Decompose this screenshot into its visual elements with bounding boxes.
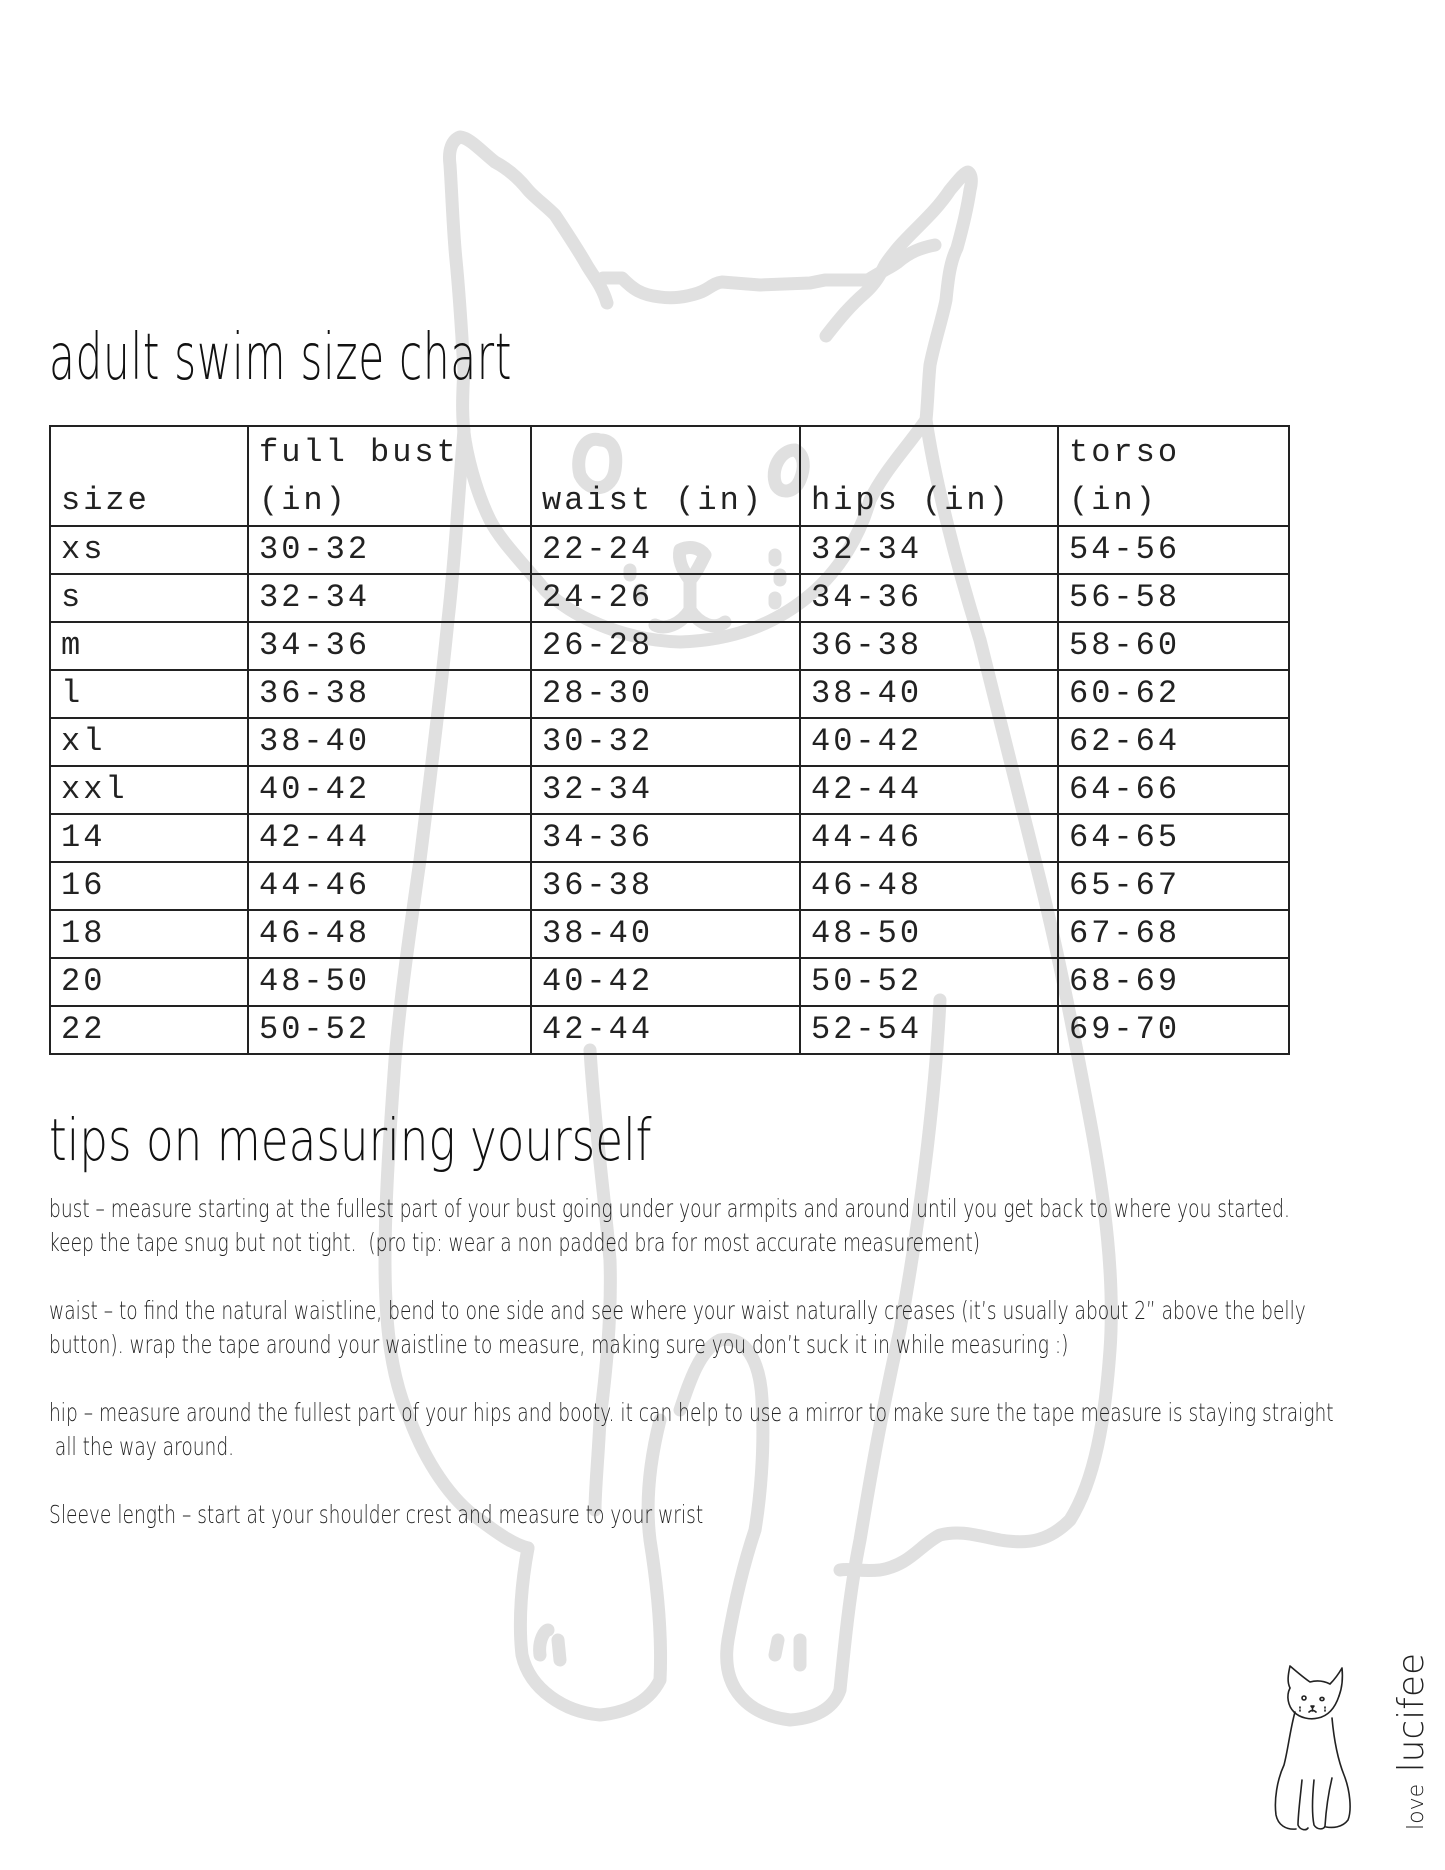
cell-size: l <box>50 670 248 718</box>
cell-hips: 32-34 <box>800 526 1058 574</box>
cell-hips: 46-48 <box>800 862 1058 910</box>
cell-size: 16 <box>50 862 248 910</box>
cell-bust: 36-38 <box>248 670 531 718</box>
cell-waist: 42-44 <box>531 1006 800 1054</box>
cell-torso: 54-56 <box>1058 526 1289 574</box>
cell-hips: 44-46 <box>800 814 1058 862</box>
cell-hips: 38-40 <box>800 670 1058 718</box>
header-torso: torso (in) <box>1058 426 1289 526</box>
tips-heading: tips on measuring yourself <box>49 1106 652 1174</box>
cell-size: xl <box>50 718 248 766</box>
cell-torso: 69-70 <box>1058 1006 1289 1054</box>
header-hips: hips (in) <box>800 426 1058 526</box>
cell-bust: 44-46 <box>248 862 531 910</box>
cell-size: 18 <box>50 910 248 958</box>
cell-size: 14 <box>50 814 248 862</box>
cell-torso: 64-65 <box>1058 814 1289 862</box>
cell-torso: 68-69 <box>1058 958 1289 1006</box>
table-row <box>50 622 1289 670</box>
header-full-bust: full bust (in) <box>248 426 531 526</box>
tip-sleeve: Sleeve length – start at your shoulder crest and measure to your wrist <box>49 1500 704 1529</box>
cell-bust: 48-50 <box>248 958 531 1006</box>
cell-hips: 48-50 <box>800 910 1058 958</box>
cell-torso: 60-62 <box>1058 670 1289 718</box>
page-title: adult swim size chart <box>49 321 513 395</box>
cell-waist: 24-26 <box>531 574 800 622</box>
cell-bust: 32-34 <box>248 574 531 622</box>
tip-waist: waist – to find the natural waistline, bend to one side and see where your waist naturally creases (it’s usually about 2” above the belly button). wrap the tape around your waistline to measure, making sure you don’t suck it in while measuring :) <box>49 1296 1306 1359</box>
cell-bust: 50-52 <box>248 1006 531 1054</box>
cell-hips: 36-38 <box>800 622 1058 670</box>
cell-torso: 62-64 <box>1058 718 1289 766</box>
cell-torso: 56-58 <box>1058 574 1289 622</box>
table-row <box>50 910 1289 958</box>
cell-waist: 28-30 <box>531 670 800 718</box>
cell-hips: 42-44 <box>800 766 1058 814</box>
tips-section <box>49 1192 1390 1566</box>
table-row <box>50 1006 1289 1054</box>
cell-waist: 34-36 <box>531 814 800 862</box>
cell-waist: 36-38 <box>531 862 800 910</box>
header-size: size <box>50 426 248 526</box>
cat-sketch-icon <box>1262 1660 1402 1835</box>
cell-waist: 38-40 <box>531 910 800 958</box>
cell-size: xxl <box>50 766 248 814</box>
cell-size: xs <box>50 526 248 574</box>
cell-bust: 34-36 <box>248 622 531 670</box>
table-header-row <box>50 426 1289 526</box>
brand-logo-text: love lucifee <box>1391 1652 1432 1830</box>
cell-bust: 38-40 <box>248 718 531 766</box>
cell-waist: 40-42 <box>531 958 800 1006</box>
table-row <box>50 814 1289 862</box>
table-row <box>50 862 1289 910</box>
cell-waist: 26-28 <box>531 622 800 670</box>
tip-bust: bust – measure starting at the fullest part of your bust going under your armpits and around until you get back to where you started. keep the tape snug but not tight. (pro tip: wear a non padded bra for most accurate measurement) <box>49 1194 1290 1257</box>
cell-hips: 50-52 <box>800 958 1058 1006</box>
cell-torso: 64-66 <box>1058 766 1289 814</box>
header-waist: waist (in) <box>531 426 800 526</box>
cell-size: m <box>50 622 248 670</box>
table-row <box>50 670 1289 718</box>
cell-waist: 32-34 <box>531 766 800 814</box>
cell-waist: 30-32 <box>531 718 800 766</box>
table-row <box>50 574 1289 622</box>
cell-size: 22 <box>50 1006 248 1054</box>
cell-bust: 40-42 <box>248 766 531 814</box>
table-row <box>50 766 1289 814</box>
cell-bust: 30-32 <box>248 526 531 574</box>
cell-hips: 34-36 <box>800 574 1058 622</box>
cell-bust: 42-44 <box>248 814 531 862</box>
cell-hips: 52-54 <box>800 1006 1058 1054</box>
table-row <box>50 718 1289 766</box>
cell-bust: 46-48 <box>248 910 531 958</box>
cell-torso: 67-68 <box>1058 910 1289 958</box>
cell-size: 20 <box>50 958 248 1006</box>
table-row <box>50 958 1289 1006</box>
size-chart-table <box>49 425 1290 1055</box>
cell-torso: 65-67 <box>1058 862 1289 910</box>
table-row <box>50 526 1289 574</box>
cell-size: s <box>50 574 248 622</box>
cell-torso: 58-60 <box>1058 622 1289 670</box>
cell-waist: 22-24 <box>531 526 800 574</box>
cell-hips: 40-42 <box>800 718 1058 766</box>
tip-hip: hip – measure around the fullest part of your hips and booty. it can help to use a mirror to make sure the tape measure is staying straight all the way around. <box>49 1398 1334 1461</box>
